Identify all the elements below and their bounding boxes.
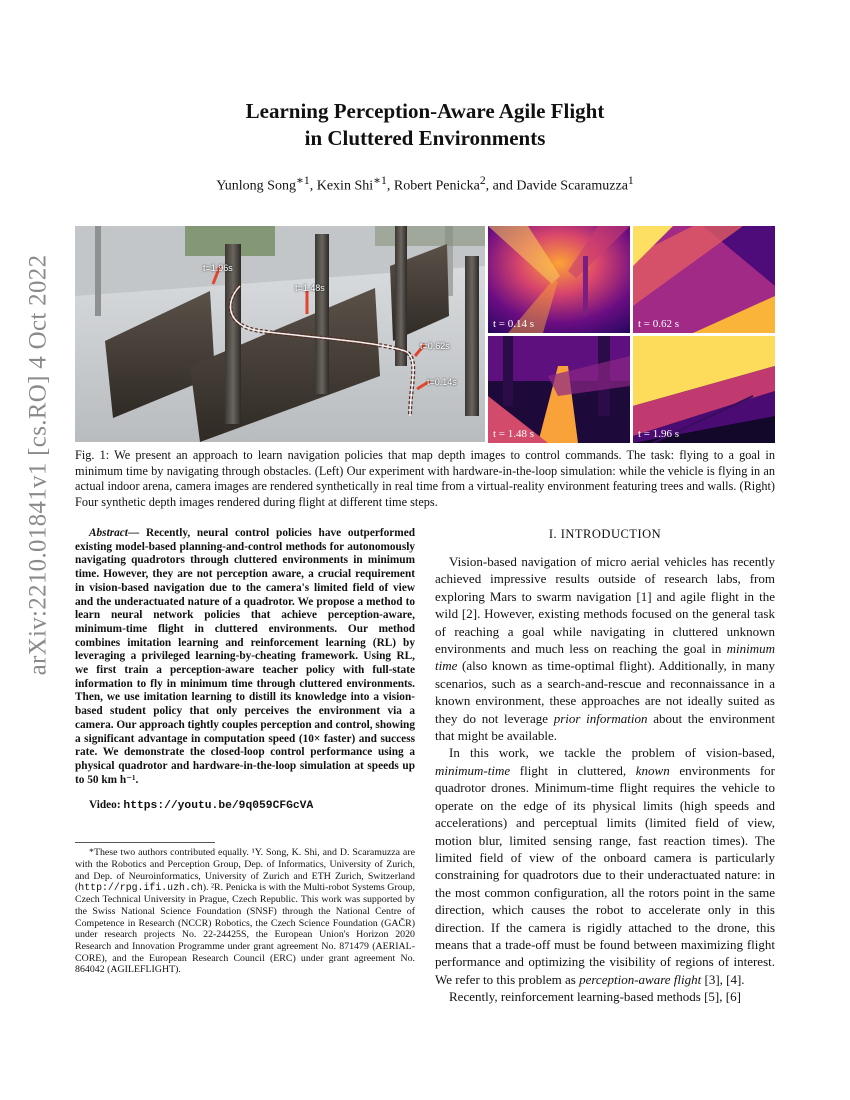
author-mark: ∗1 [295,174,310,187]
author-name: Davide Scaramuzza [516,178,628,194]
right-column [435,527,775,1006]
figure-caption: Fig. 1: We present an approach to learn navigation policies that map depth images to control commands. The task: flying to a goal in minimum time by navigating through obstacles. (Left) Our experiment with hardware-in-the-loop simulation: while the vehicle is flying in an actual indoor arena, camera images are rendered synthetically in real time from a virtual-reality environment featuring trees and walls. (Right) Four synthetic depth images rendered during flight at different time steps. [75,448,775,509]
overlay-time-label: t=1.96s [203,263,233,273]
left-column [75,527,415,976]
depth-render [633,226,775,333]
footnote-rule [75,842,215,843]
paper-title [75,98,775,152]
abstract: Abstract— Recently, neural control policies have outperformed existing model-based planning-and-control methods for autonomously navigating quadrotors through cluttered environments in minimum time. However, they are not perception aware, a crucial requirement in vision-based navigation due to the camera's limited field of view and the underactuated nature of a quadrotor. We propose a method to learn neural network policies that achieve perception-aware, minimum-time flight in cluttered environments. Our method combines imitation learning and reinforcement learning (RL) by leveraging a privileged learning-by-cheating framework. Using RL, we first train a perception-aware teacher policy with full-state information to fly in minimum time through cluttered environments. Then, we use imitation learning to distill its knowledge into a vision-based student policy that only perceives the environment via a camera. Our approach tightly couples perception and control, showing a significant advantage in computation speed (10× faster) and success rate. We demonstrate the closed-loop control performance using a physical quadrotor and hardware-in-the-loop simulation at speeds up to 50 km h⁻¹. [75,527,415,786]
abstract-text: Recently, neural control policies have outperformed existing model-based planning-and-control methods for autonomously navigating quadrotors through cluttered environments in minimum time. However, they are not perception aware, a crucial requirement in vision-based navigation due to the camera's limited field of view and the underactuated nature of a quadrotor. We propose a method to learn neural network policies that achieve perception-aware, minimum-time flight in cluttered environments. Our method combines imitation learning and reinforcement learning (RL) by leveraging a privileged learning-by-cheating framework. Using RL, we first train a perception-aware teacher policy with full-state information to fly in minimum time through cluttered environments. Then, we use imitation learning to distill its knowledge into a vision-based student policy that only perceives the environment via a camera. Our approach tightly couples perception and control, showing a significant advantage in computation speed (10× faster) and success rate. We demonstrate the closed-loop control performance using a physical quadrotor and hardware-in-the-loop simulation at speeds up to 50 km h⁻¹. [75,527,415,786]
figure-1 [75,226,775,442]
arxiv-stamp [18,254,58,676]
overlay-time-label: t=0.14s [427,377,457,387]
depth-image [633,226,775,333]
video-line [89,799,415,812]
abstract-lead: Abstract [89,527,128,539]
author-name: Yunlong Song [216,178,296,194]
author-list: Yunlong Song$^{∗1}$, Kexin Shi$^{∗1}$, Robert Penicka$^2$, and Davide Scaramuzza$^1$ [216,174,634,194]
depth-time-label: t = 0.62 s [638,318,680,330]
arxiv-id: arXiv:2210.01841v1 [cs.RO] 4 Oct 2022 [24,254,51,676]
author-mark: 2 [479,174,486,187]
depth-image [633,336,775,443]
arena-photo [75,226,485,442]
depth-render [633,336,775,443]
title-line-1: Learning Perception-Aware Agile Flight [245,99,605,123]
depth-time-label: t = 1.96 s [638,428,680,440]
author-mark: 1 [627,174,634,187]
section-heading: I. INTRODUCTION [548,527,662,541]
author-name: Kexin Shi [316,178,374,194]
arena-illustration [75,226,485,442]
title-line-2: in Cluttered Environments [304,126,546,150]
intro-paragraph: Vision-based navigation of micro aerial vehicles has recently achieved impressive results outside of research labs, from exploring Mars to swarm navigation [1] and agile flight in the wild [2]. However, existing methods focused on the general task of reaching a goal while navigating in cluttered unknown environments and much less on reaching the goal in minimum time (also known as time-optimal flight). Additionally, in many scenarios, such as a search-and-rescue and reconnaissance in a known environment, these approaches are not ideally suited as they do not leverage prior information about the environment that might be available. [435,554,776,744]
footnote: *These two authors contributed equally. ¹Y. Song, K. Shi, and D. Scaramuzza are with the Robotics and Perception Group, Dep. of Informatics, University of Zurich, and Dep. of Neuroinformatics, University of Zurich and ETH Zurich, Switzerland (http://rpg.ifi.uzh.ch). ²R. Penicka is with the Multi-robot Systems Group, Czech Technical University in Prague, Czech Republic. This work was supported by the Swiss National Science Foundation (SNSF) through the National Centre of Competence in Research (NCCR) Robotics, the Czech Science Foundation (GAČR) under research projects No. 22-24425S, the European Union's Horizon 2020 Research and Innovation Programme under grant agreement No. 871479 (AERIAL-CORE), and the European Research Council (ERC) under grant agreement No. 864042 (AGILEFLIGHT). [75,847,415,976]
depth-render [488,226,630,333]
video-label: Video: [89,799,124,812]
depth-time-label: t = 1.48 s [493,428,535,440]
author-name: Robert Penicka [393,178,480,194]
depth-image [488,226,630,333]
overlay-time-label: t=1.48s [295,283,325,293]
depth-image [488,336,630,443]
video-link[interactable]: https://youtu.be/9q059CFGcVA [123,800,314,813]
depth-time-label: t = 0.14 s [493,318,535,330]
overlay-time-label: t=0.62s [420,341,450,351]
footnote-link[interactable]: http://rpg.ifi.uzh.ch [78,882,203,894]
author-mark: ∗1 [373,174,387,187]
intro-paragraph: In this work, we tackle the problem of vision-based, minimum-time flight in cluttered, known environments for quadrotor drones. Minimum-time flight requires the vehicle to operate on the edge of its physical limits (high speeds and accelerations) and perceptual limits (limited field of view, motion blur, limited sensing range, fast reaction times). The limited field of view of the onboard camera is particularly constraining for quadrotors due to their underactuated nature: in the most common configuration, all the rotors point in the same direction, which causes the robot to accelerate only in this direction. If the camera is rigidly attached to the drone, this means that a trade-off must be found between maximizing flight performance and optimizing the visibility of regions of interest. We refer to this problem as perception-aware flight [3], [4]. [435,745,775,987]
intro-paragraph: Recently, reinforcement learning-based methods [5], [6] [449,989,741,1005]
depth-render [488,336,630,443]
depth-image-grid [488,226,775,442]
